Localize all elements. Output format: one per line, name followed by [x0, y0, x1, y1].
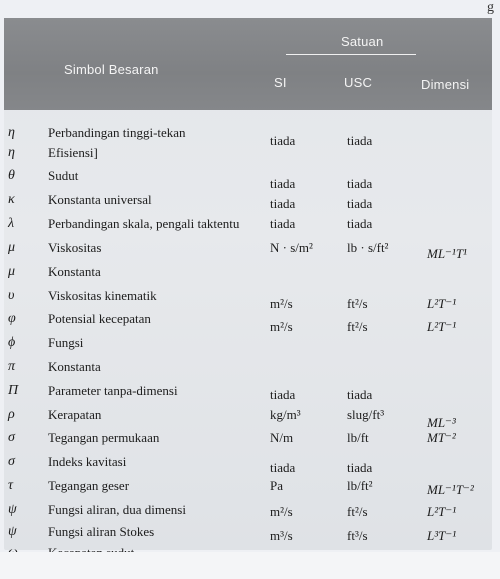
row-name: Kerapatan	[48, 407, 102, 422]
row-usc: slug/ft³	[347, 407, 385, 422]
table-row	[4, 239, 492, 261]
table-row	[4, 523, 492, 541]
row-name: Viskositas	[48, 240, 102, 255]
table-row	[4, 358, 492, 376]
table-row	[4, 453, 492, 475]
row-si: tiada	[270, 196, 296, 211]
header-usc: USC	[344, 75, 373, 90]
row-symbol: κ	[8, 192, 15, 207]
row-symbol: η	[8, 125, 15, 140]
table-row	[4, 287, 492, 311]
row-symbol: σ	[8, 430, 15, 445]
row-symbol: μ	[8, 240, 16, 255]
row-usc: tiada	[347, 460, 373, 475]
row-name: Konstanta universal	[48, 192, 152, 207]
row-name: Efisiensi]	[48, 145, 98, 160]
row-name: Perbandingan tinggi-tekan	[48, 125, 186, 140]
row-si: tiada	[270, 176, 296, 191]
row-name: Fungsi	[48, 335, 84, 350]
row-si: tiada	[270, 216, 296, 231]
table-row	[4, 191, 492, 209]
row-name: Tegangan geser	[48, 478, 130, 493]
row-usc: tiada	[347, 196, 373, 211]
row-usc: ft²/s	[347, 296, 368, 311]
row-dim: L²T⁻¹	[427, 504, 457, 519]
header-symbol: Simbol Besaran	[64, 62, 159, 77]
row-symbol: φ	[8, 311, 16, 326]
row-si: m²/s	[270, 504, 293, 519]
row-symbol: ϕ	[8, 335, 16, 350]
row-dim: ML⁻¹T¹	[427, 246, 467, 261]
table-row	[4, 124, 492, 148]
row-si: kg/m³	[270, 407, 301, 422]
row-dim: MT⁻²	[427, 430, 456, 445]
header-satuan: Satuan	[341, 34, 384, 49]
table-row	[4, 334, 492, 352]
row-symbol: η	[8, 145, 15, 160]
row-name: Sudut	[48, 168, 79, 183]
page-bottom-margin	[0, 552, 500, 579]
row-usc: lb/ft	[347, 430, 369, 445]
row-usc: lb/ft²	[347, 478, 373, 493]
row-si: tiada	[270, 133, 296, 148]
row-si: m²/s	[270, 296, 293, 311]
row-usc: tiada	[347, 387, 373, 402]
table-row	[4, 406, 492, 430]
row-si: N · s/m²	[270, 240, 313, 255]
row-usc: ft³/s	[347, 528, 368, 543]
row-name: Fungsi aliran, dua dimensi	[48, 502, 186, 517]
row-symbol: Π	[8, 383, 19, 398]
row-symbol: υ	[8, 288, 15, 303]
row-dim: L²T⁻¹	[427, 319, 457, 334]
table-row	[4, 167, 492, 191]
header-si: SI	[274, 75, 287, 90]
row-symbol: ρ	[8, 407, 15, 422]
row-symbol: ψ	[8, 502, 17, 517]
row-dim: L²T⁻¹	[427, 296, 457, 311]
symbol-table	[4, 18, 492, 550]
row-si: N/m	[270, 430, 294, 445]
row-symbol: ψ	[8, 524, 17, 539]
table-row	[4, 215, 492, 233]
row-name: Tegangan permukaan	[48, 430, 160, 445]
row-usc: ft²/s	[347, 319, 368, 334]
row-symbol: μ	[8, 264, 16, 279]
page-corner-mark: g	[487, 0, 494, 15]
row-symbol: τ	[8, 478, 14, 493]
header-dimensi: Dimensi	[421, 77, 470, 92]
table-row	[4, 263, 492, 281]
row-name: Konstanta	[48, 264, 101, 279]
row-name: Viskositas kinematik	[48, 288, 157, 303]
row-name: Perbandingan skala, pengali taktentu	[48, 216, 240, 231]
table-header	[4, 18, 492, 110]
row-name: Parameter tanpa-dimensi	[48, 383, 178, 398]
row-usc: ft²/s	[347, 504, 368, 519]
row-usc: tiada	[347, 133, 373, 148]
row-dim: L³T⁻¹	[427, 528, 457, 543]
header-satuan-rule	[286, 54, 416, 55]
row-name: Konstanta	[48, 359, 101, 374]
row-si: m²/s	[270, 319, 293, 334]
table-row	[4, 310, 492, 334]
row-usc: lb · s/ft²	[347, 240, 389, 255]
row-dim: ML⁻³	[427, 415, 456, 430]
row-name: Fungsi aliran Stokes	[48, 524, 155, 539]
row-symbol: θ	[8, 168, 15, 183]
table-row	[4, 429, 492, 447]
table-row	[4, 501, 492, 519]
row-name: Indeks kavitasi	[48, 454, 127, 469]
row-si: tiada	[270, 460, 296, 475]
row-si: tiada	[270, 387, 296, 402]
table-row	[4, 382, 492, 400]
row-si: Pa	[270, 478, 283, 493]
row-usc: tiada	[347, 216, 373, 231]
table-row	[4, 477, 492, 495]
table-row	[4, 144, 492, 162]
row-symbol: π	[8, 359, 16, 374]
row-symbol: λ	[8, 216, 15, 231]
row-si: m³/s	[270, 528, 293, 543]
row-usc: tiada	[347, 176, 373, 191]
row-dim: ML⁻¹T⁻²	[427, 482, 474, 497]
row-symbol: σ	[8, 454, 15, 469]
row-name: Potensial kecepatan	[48, 311, 151, 326]
